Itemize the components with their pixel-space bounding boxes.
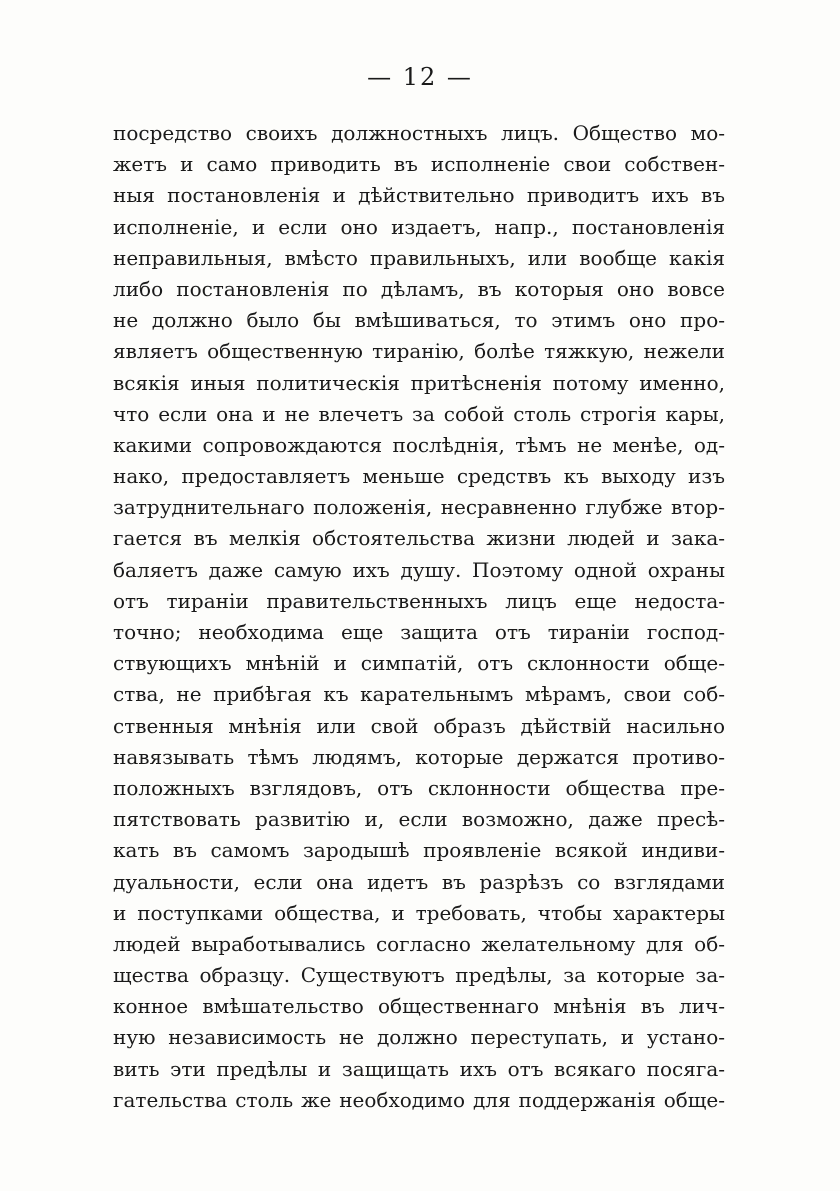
text-line: баляетъ даже самую ихъ душу. Поэтому одной охраны — [113, 557, 725, 582]
text-line: гательства столь же необходимо для поддержанія обще- — [113, 1087, 725, 1112]
text-line: щества образцу. Существуютъ предѣлы, за которые за- — [113, 963, 725, 988]
text-line: посредство своихъ должностныхъ лицъ. Общество мо- — [113, 121, 725, 145]
text-line: гается въ мелкія обстоятельства жизни людей и зака- — [113, 526, 725, 551]
text-line: положныхъ взглядовъ, отъ склонности общества пре- — [113, 775, 725, 800]
text-line: ственныя мнѣнія или свой образъ дѣйствій насильно — [113, 713, 725, 738]
text-line: и поступками общества, и требовать, чтобы характеры — [113, 900, 725, 925]
text-line: жетъ и само приводить въ исполненіе свои собствен- — [113, 152, 725, 177]
text-line: отъ тираніи правительственныхъ лицъ еще недоста- — [113, 588, 725, 613]
text-line: ства, не прибѣгая къ карательнымъ мѣрамъ, свои соб- — [113, 682, 725, 707]
text-line: людей выработывались согласно желательному для об- — [113, 931, 725, 956]
body-text — [113, 118, 725, 1116]
text-line: либо постановленія по дѣламъ, въ которыя оно вовсе — [113, 276, 725, 301]
text-line: какими сопровождаются послѣднія, тѣмъ не менѣе, од- — [113, 432, 725, 457]
text-line: исполненіе, и если оно издаетъ, напр., постановленія — [113, 214, 725, 239]
text-line: дуальности, если она идетъ въ разрѣзъ со взглядами — [113, 869, 725, 894]
text-line: конное вмѣшательство общественнаго мнѣнія въ лич- — [113, 994, 725, 1019]
text-line: ствующихъ мнѣній и симпатій, отъ склонности обще- — [113, 651, 725, 676]
text-line: что если она и не влечетъ за собой столь строгія кары, — [113, 401, 725, 426]
text-line: точно; необходима еще защита отъ тираніи господ- — [113, 620, 725, 644]
text-line: не должно было бы вмѣшиваться, то этимъ оно про- — [113, 308, 725, 333]
text-line: кать въ самомъ зародышѣ проявленіе всякой индиви- — [113, 838, 725, 863]
text-line: пятствовать развитію и, если возможно, даже пресѣ- — [113, 807, 725, 832]
text-line: затруднительнаго положенія, несравненно глубже втор- — [113, 495, 725, 520]
text-line: навязывать тѣмъ людямъ, которые держатся противо- — [113, 744, 725, 769]
text-line: ную независимость не должно переступать, и устано- — [113, 1025, 725, 1050]
text-line: всякія иныя политическія притѣсненія потому именно, — [113, 370, 725, 395]
page-number: — 12 — — [367, 63, 473, 91]
text-line: ныя постановленія и дѣйствительно приводитъ ихъ въ — [113, 183, 725, 208]
text-line: вить эти предѣлы и защищать ихъ отъ всякаго посяга- — [113, 1056, 725, 1081]
text-line: неправильныя, вмѣсто правильныхъ, или вообще какія — [113, 245, 725, 270]
text-line: нако, предоставляетъ меньше средствъ къ выходу изъ — [113, 464, 725, 489]
text-line: являетъ общественную тиранію, болѣе тяжкую, нежели — [113, 339, 725, 364]
